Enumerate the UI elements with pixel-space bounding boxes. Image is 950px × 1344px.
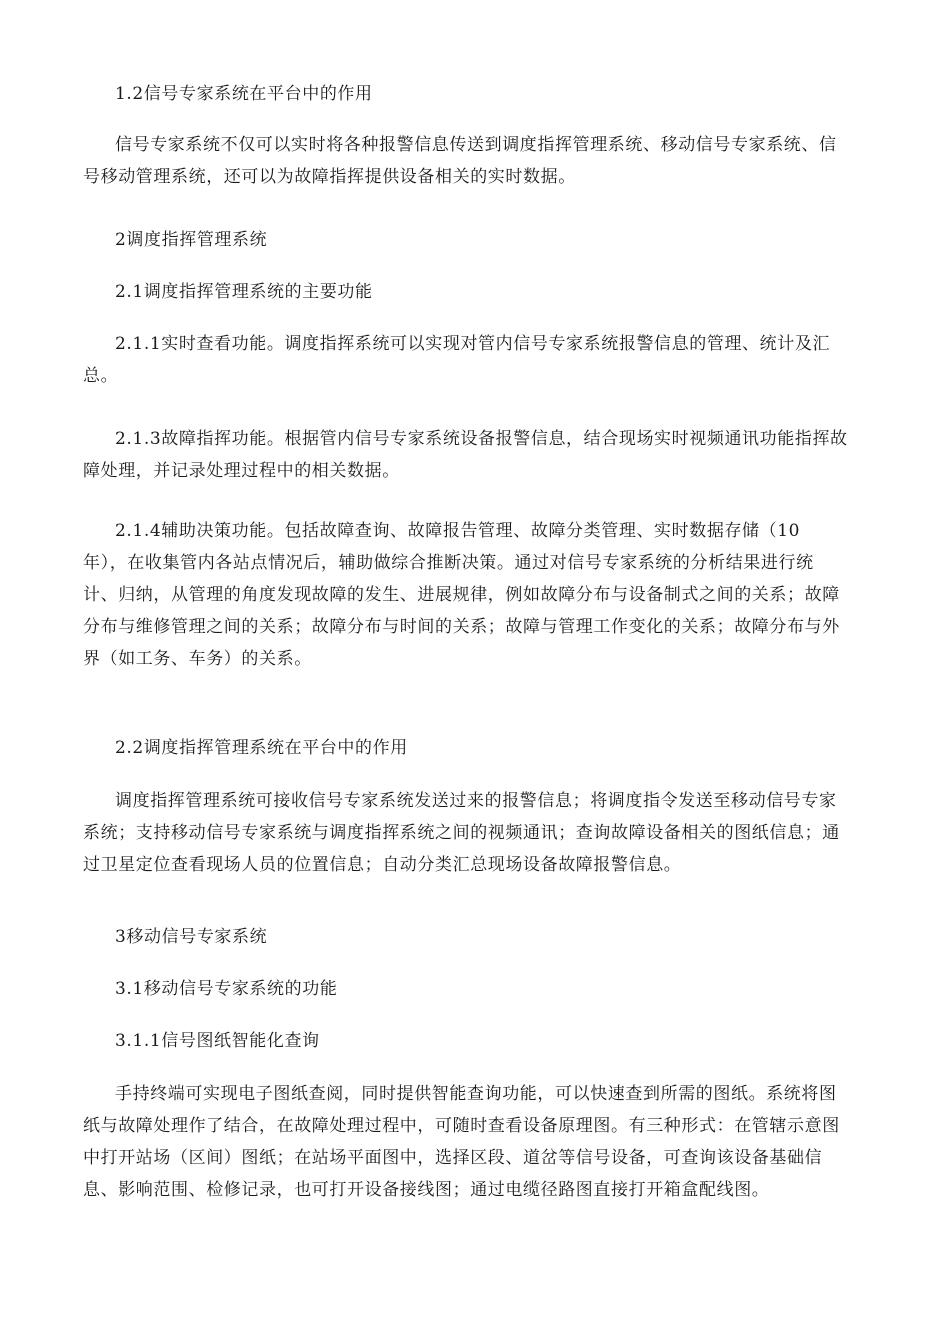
text-line: 2.1.3故障指挥功能。根据管内信号专家系统设备报警信息，结合现场实时视频通讯功能指挥故 — [115, 429, 848, 449]
text-line: 信号专家系统不仅可以实时将各种报警信息传送到调度指挥管理系统、移动信号专家系统、信 — [115, 135, 837, 155]
text-line: 息、影响范围、检修记录，也可打开设备接线图；通过电缆径路图直接打开箱盒配线图。 — [83, 1180, 770, 1200]
text-line: 3.1.1信号图纸智能化查询 — [115, 1031, 320, 1051]
text-line: 中打开站场（区间）图纸；在站场平面图中，选择区段、道岔等信号设备，可查询该设备基础信 — [83, 1148, 823, 1168]
text-line: 障处理，并记录处理过程中的相关数据。 — [83, 461, 400, 481]
text-line: 纸与故障处理作了结合，在故障处理过程中，可随时查看设备原理图。有三种形式：在管辖示意图 — [83, 1116, 840, 1136]
heading-3-1-1 — [83, 1025, 868, 1057]
text-line: 年），在收集管内各站点情况后，辅助做综合推断决策。通过对信号专家系统的分析结果进行统 — [83, 553, 814, 573]
text-line: 过卫星定位查看现场人员的位置信息；自动分类汇总现场设备故障报警信息。 — [83, 855, 682, 875]
text-line: 2.1.1实时查看功能。调度指挥系统可以实现对管内信号专家系统报警信息的管理、统计及汇 — [115, 334, 831, 354]
text-line: 界（如工务、车务）的关系。 — [83, 649, 312, 669]
paragraph-3-1-1 — [83, 1078, 868, 1206]
heading-2 — [83, 224, 868, 256]
heading-3-1 — [83, 973, 868, 1005]
paragraph-2-1-1 — [83, 328, 868, 392]
text-line: 1.2信号专家系统在平台中的作用 — [115, 84, 373, 104]
text-line: 3移动信号专家系统 — [115, 927, 268, 947]
text-line: 2.1.4辅助决策功能。包括故障查询、故障报告管理、故障分类管理、实时数据存储（10 — [115, 521, 801, 541]
heading-3 — [83, 921, 868, 953]
text-line: 2.1调度指挥管理系统的主要功能 — [115, 282, 373, 302]
text-line: 2.2调度指挥管理系统在平台中的作用 — [115, 738, 408, 758]
heading-1-2 — [83, 78, 868, 110]
paragraph-1-2 — [83, 129, 868, 193]
paragraph-2-1-3 — [83, 423, 868, 487]
paragraph-2-2 — [83, 785, 868, 881]
text-line: 号移动管理系统，还可以为故障指挥提供设备相关的实时数据。 — [83, 167, 576, 187]
text-line: 总。 — [83, 366, 119, 386]
text-line: 2调度指挥管理系统 — [115, 230, 268, 250]
text-line: 手持终端可实现电子图纸查阅，同时提供智能查询功能，可以快速查到所需的图纸。系统将图 — [115, 1084, 837, 1104]
heading-2-2 — [83, 732, 868, 764]
heading-2-1 — [83, 276, 868, 308]
text-line: 调度指挥管理系统可接收信号专家系统发送过来的报警信息；将调度指令发送至移动信号专家 — [115, 791, 837, 811]
paragraph-2-1-4 — [83, 515, 868, 675]
text-line: 计、归纳，从管理的角度发现故障的发生、进展规律，例如故障分布与设备制式之间的关系；故障 — [83, 585, 840, 605]
text-line: 系统；支持移动信号专家系统与调度指挥系统之间的视频通讯；查询故障设备相关的图纸信息；通 — [83, 823, 840, 843]
text-line: 分布与维修管理之间的关系；故障分布与时间的关系；故障与管理工作变化的关系；故障分布与外 — [83, 617, 840, 637]
text-line: 3.1移动信号专家系统的功能 — [115, 979, 338, 999]
